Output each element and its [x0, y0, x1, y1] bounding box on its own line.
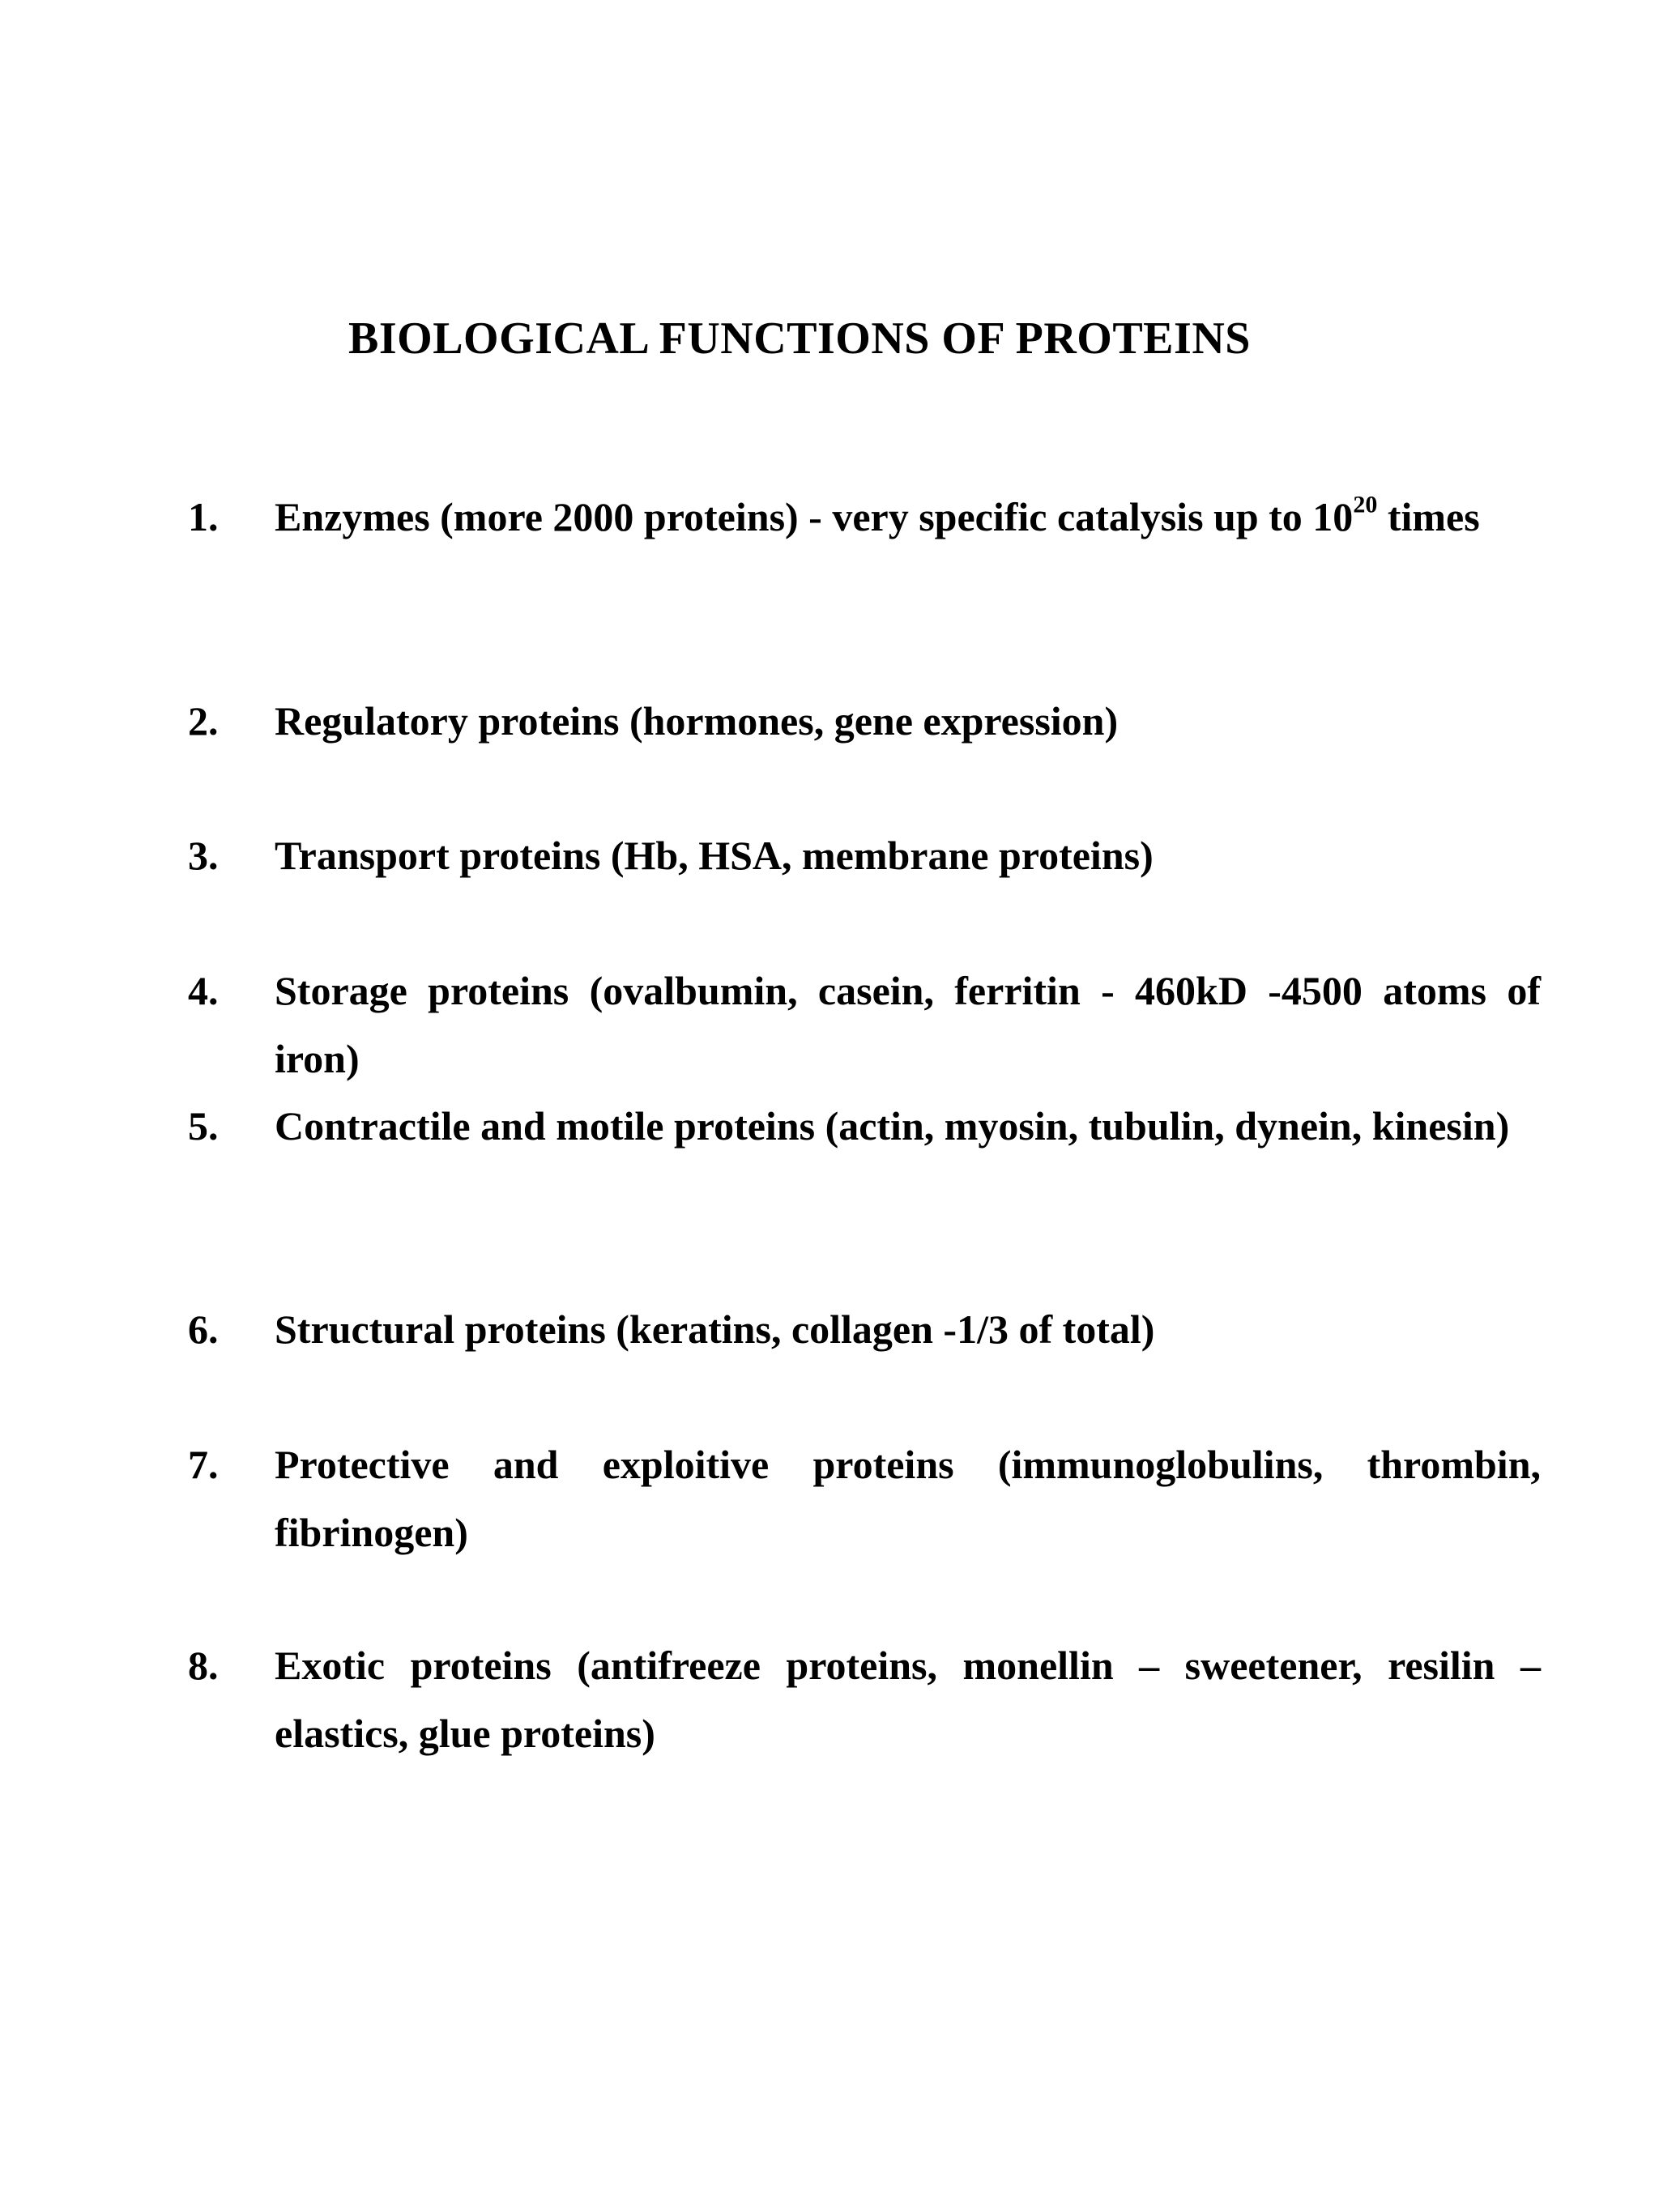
list-item-number: 4.: [188, 968, 219, 1013]
list-item: [188, 687, 1541, 755]
list-item-number: 2.: [188, 698, 219, 744]
list-item-text: Contractile and motile proteins (actin, myosin, tubulin, dynein, kinesin): [275, 1103, 1510, 1149]
list-item: [188, 1092, 1541, 1160]
list-item-number: 8.: [188, 1643, 219, 1688]
list-item-text: [275, 483, 1541, 551]
list-item: [188, 483, 1541, 551]
list-item: [188, 821, 1541, 889]
list-item-number: 1.: [188, 494, 219, 539]
list-item: [188, 957, 1541, 1093]
list-item-number: 5.: [188, 1103, 219, 1149]
exponent-superscript: 20: [1353, 491, 1378, 518]
list-item-text: Storage proteins (ovalbumin, casein, ferritin - 460kD -4500 atoms of iron): [275, 968, 1541, 1081]
list-item-text: Protective and exploitive proteins (immunoglobulins, thrombin, fibrinogen): [275, 1442, 1541, 1555]
list-item-text: Transport proteins (Hb, HSA, membrane proteins): [275, 833, 1154, 878]
list-item-text: Exotic proteins (antifreeze proteins, monellin – sweetener, resilin – elastics, glue proteins): [275, 1643, 1541, 1756]
list-item-number: 6.: [188, 1306, 219, 1352]
list-item-number: 7.: [188, 1442, 219, 1487]
list-item-number: 3.: [188, 833, 219, 878]
page-title: BIOLOGICAL FUNCTIONS OF PROTEINS: [348, 313, 1251, 364]
list-item-text-continued: times: [1377, 494, 1480, 539]
list-item: [188, 1430, 1541, 1566]
list-item-text-main: Enzymes (more 2000 proteins) - very specific catalysis up to 10: [275, 494, 1354, 539]
list-item: [188, 1631, 1541, 1767]
list-item-text: Structural proteins (keratins, collagen -1/3 of total): [275, 1306, 1155, 1352]
list-item-text: Regulatory proteins (hormones, gene expression): [275, 698, 1119, 744]
list-item: [188, 1295, 1541, 1363]
